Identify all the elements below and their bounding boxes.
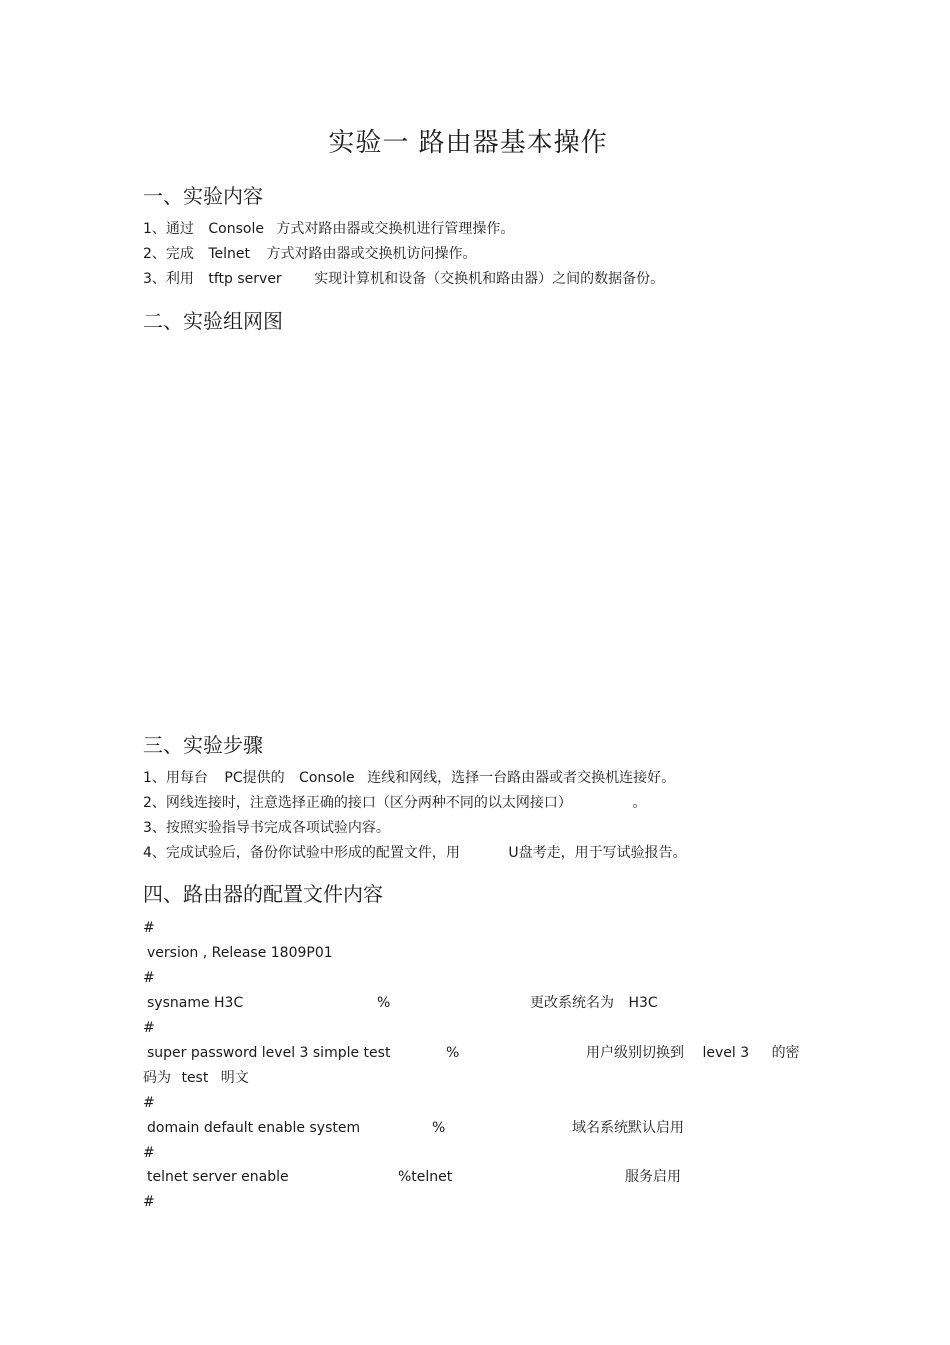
list-item: 3、按照实验指导书完成各项试验内容。 <box>143 820 390 836</box>
item-term: tftp server <box>208 271 282 287</box>
config-comment-mark: % <box>432 1120 446 1136</box>
item-term: Console <box>299 770 355 786</box>
comment-text: 更改系统名为 <box>530 995 614 1011</box>
item-text: 4、完成试验后，备份你试验中形成的配置文件，用 <box>143 845 460 861</box>
config-comment-mark: %telnet <box>398 1169 453 1185</box>
item-text: PC提供的 <box>224 770 285 786</box>
item-text: 实现计算机和设备（交换机和路由器）之间的数据备份。 <box>314 271 665 287</box>
config-comment <box>530 993 658 1013</box>
list-item <box>143 269 664 289</box>
config-version: version , Release 1809P01 <box>147 945 333 961</box>
item-punct: 。 <box>632 795 647 811</box>
item-prefix: 2、完成 <box>143 246 194 262</box>
comment-value: level 3 <box>702 1045 750 1061</box>
comment-text: 的密 <box>771 1045 800 1061</box>
config-comment: 服务启用 <box>625 1169 681 1185</box>
config-hash: # <box>143 1194 155 1210</box>
list-item <box>143 843 687 863</box>
item-prefix: 1、用每台 <box>143 770 208 786</box>
config-hash: # <box>143 1145 155 1161</box>
section-heading-steps: 三、实验步骤 <box>143 733 263 757</box>
config-hash: # <box>143 920 155 936</box>
item-text: 方式对路由器或交换机进行管理操作。 <box>276 221 515 237</box>
config-comment-mark: % <box>377 995 391 1011</box>
config-comment: 域名系统默认启用 <box>572 1120 684 1136</box>
comment-text: 明文 <box>220 1070 249 1086</box>
list-item <box>143 219 514 239</box>
item-term: Console <box>208 221 264 237</box>
section-heading-content: 一、实验内容 <box>143 184 263 208</box>
page-title: 实验一 路由器基本操作 <box>328 128 608 158</box>
config-hash: # <box>143 970 155 986</box>
config-comment-mark: % <box>446 1045 460 1061</box>
config-command-sysname: sysname H3C <box>147 995 244 1011</box>
config-comment-continued <box>143 1068 249 1088</box>
comment-value: test <box>181 1070 209 1086</box>
item-text: 连线和网线，选择一台路由器或者交换机连接好。 <box>367 770 676 786</box>
comment-text: 码为 <box>143 1070 171 1086</box>
comment-text: 用户级别切换到 <box>586 1045 684 1061</box>
list-item <box>143 768 675 788</box>
config-command-domain: domain default enable system <box>147 1120 361 1136</box>
comment-value: H3C <box>628 995 658 1011</box>
list-item <box>143 244 476 264</box>
config-command-super: super password level 3 simple test <box>147 1045 391 1061</box>
config-hash: # <box>143 1095 155 1111</box>
section-heading-diagram: 二、实验组网图 <box>143 309 283 333</box>
item-prefix: 3、利用 <box>143 271 194 287</box>
item-text: U盘考走，用于写试验报告。 <box>508 845 687 861</box>
item-prefix: 1、通过 <box>143 221 194 237</box>
list-item <box>143 793 646 813</box>
item-text: 2、网线连接时，注意选择正确的接口（区分两种不同的以太网接口） <box>143 795 572 811</box>
item-text: 方式对路由器或交换机访问操作。 <box>266 246 477 262</box>
config-comment <box>586 1043 800 1063</box>
config-hash: # <box>143 1020 155 1036</box>
item-term: Telnet <box>208 246 251 262</box>
config-command-telnet: telnet server enable <box>147 1169 289 1185</box>
section-heading-config: 四、路由器的配置文件内容 <box>143 882 383 906</box>
